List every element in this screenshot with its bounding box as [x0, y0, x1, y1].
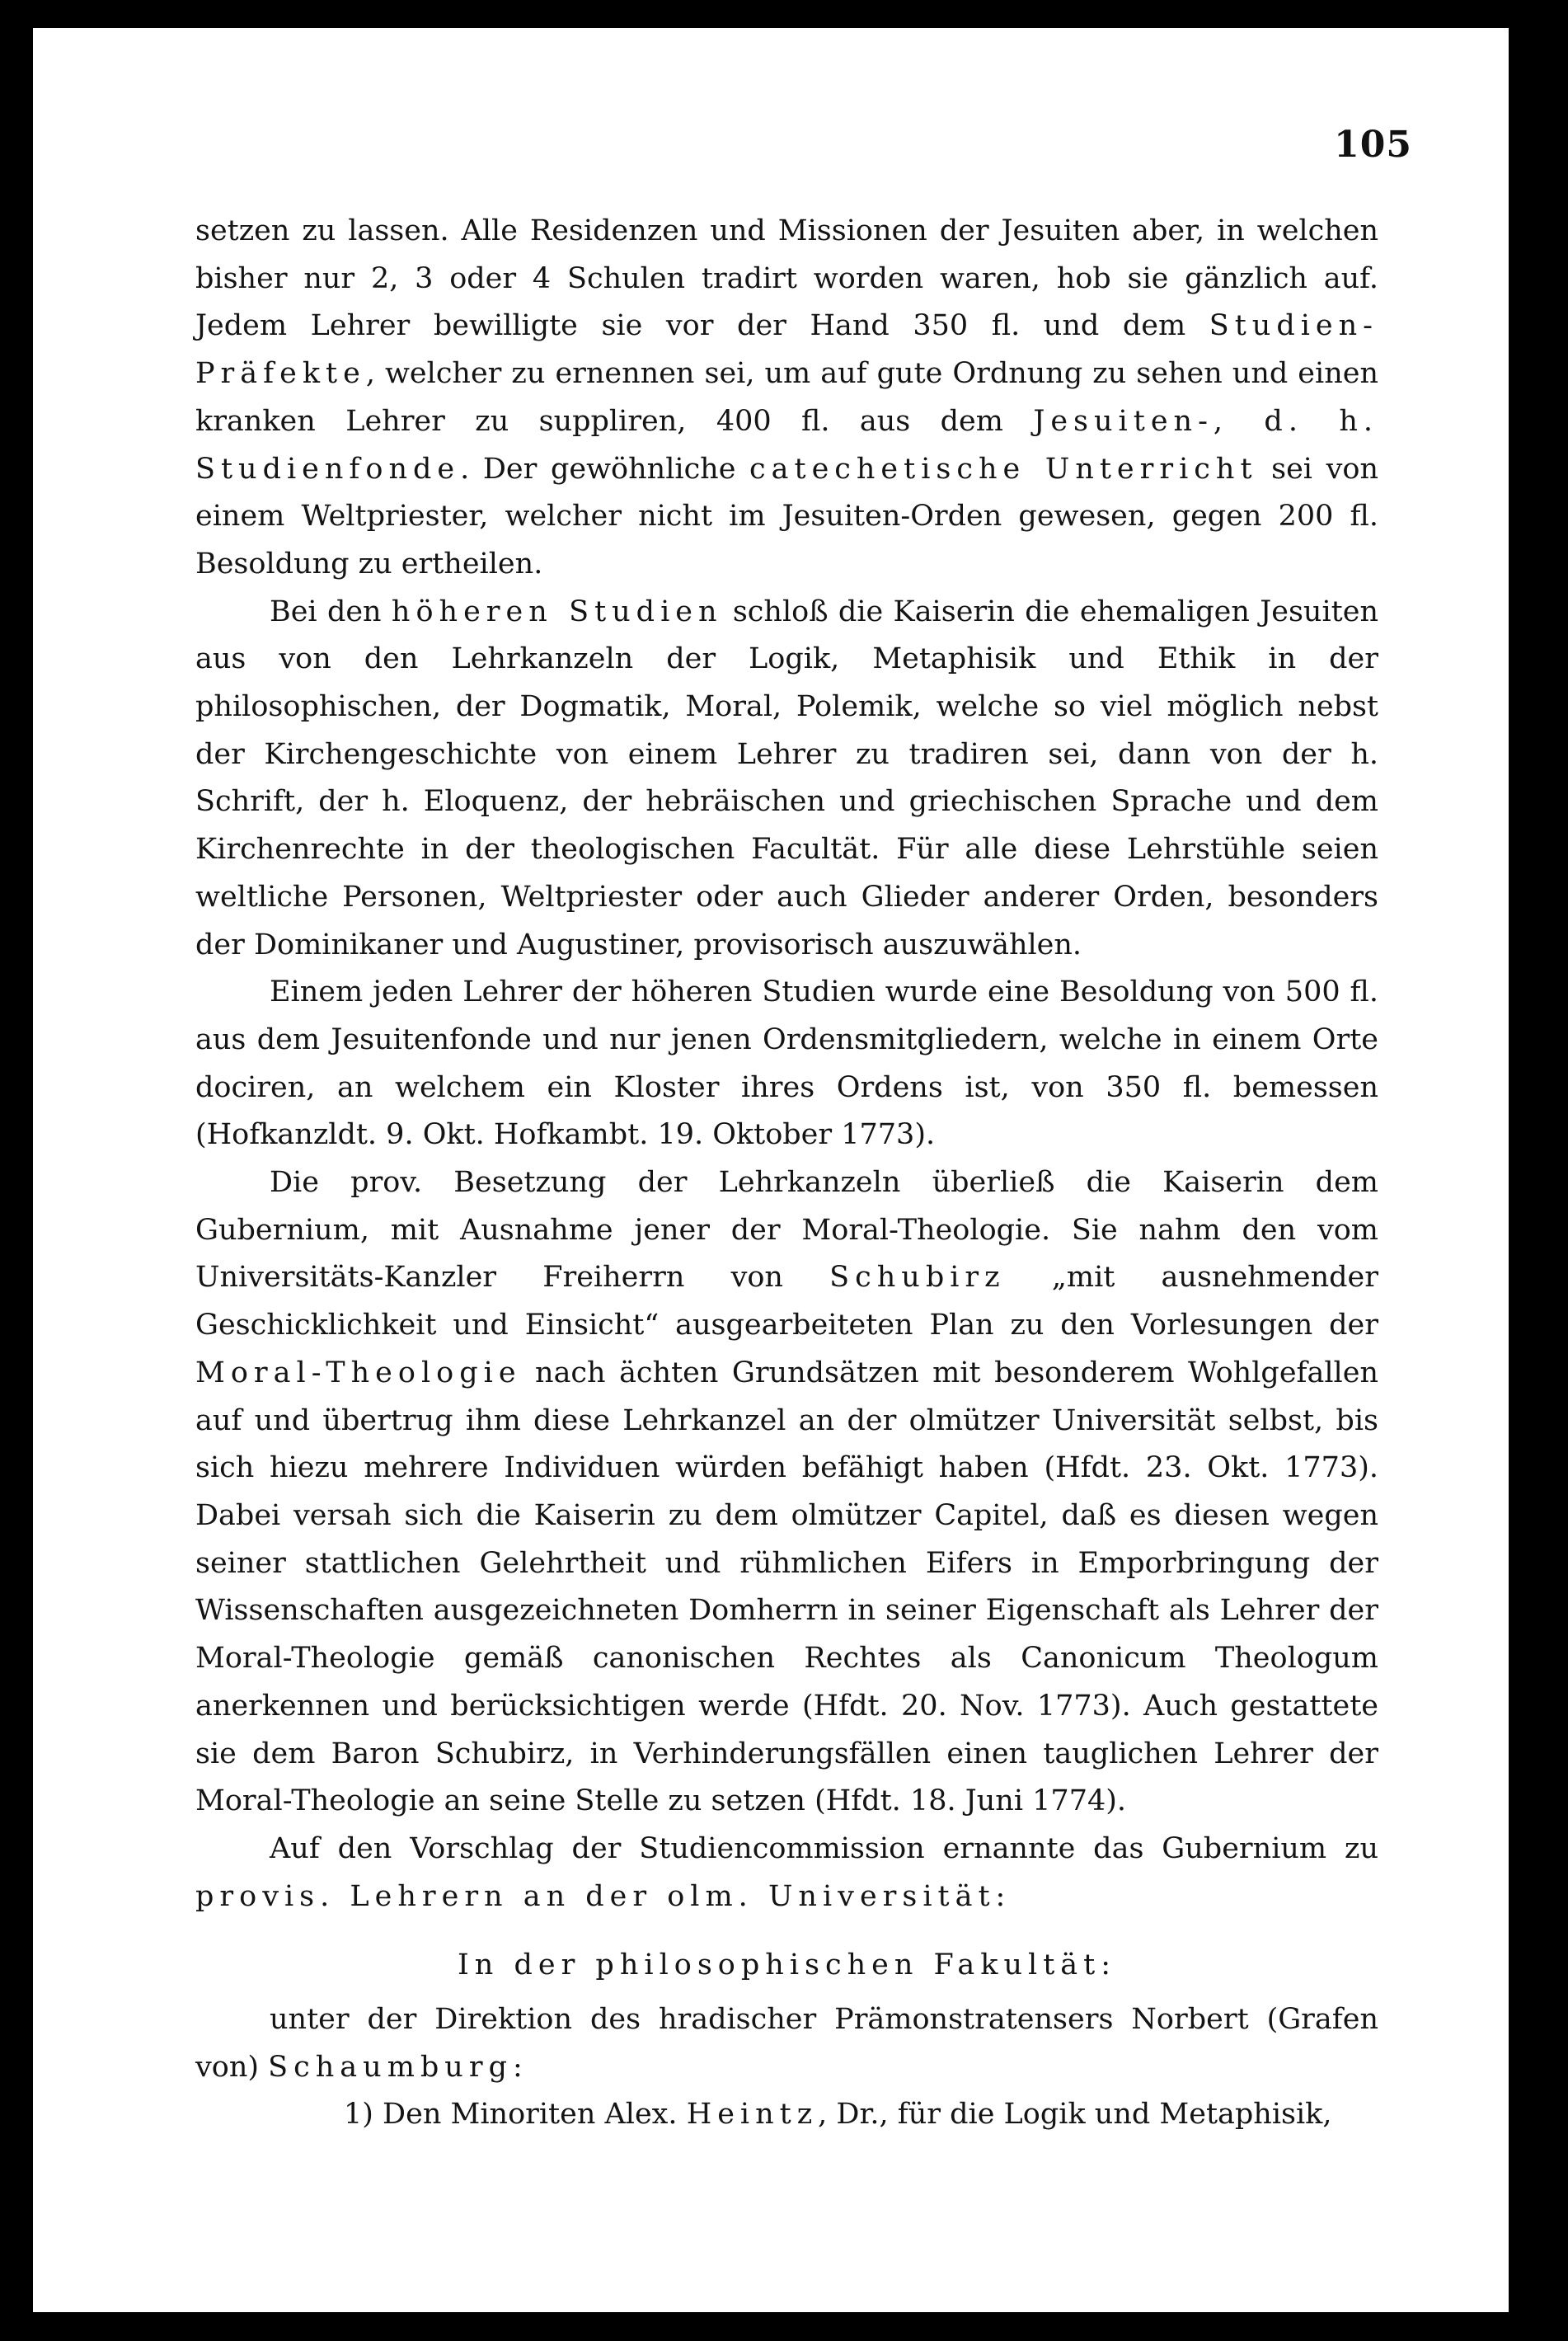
text-run: 1) Den Minoriten Alex.: [344, 2098, 687, 2132]
spaced-term: provis. Lehrern an der olm. Universität:: [195, 1879, 1012, 1913]
paragraph-moral-theology: [195, 1159, 1378, 1826]
spaced-term: Schaumburg:: [268, 2050, 528, 2084]
paragraph-higher-studies: [195, 589, 1378, 970]
spaced-term: Moral-Theologie: [195, 1356, 522, 1389]
paragraph-residences: [195, 208, 1378, 589]
section-intro: [195, 1996, 1378, 2091]
text-run: sei von einem Weltpriester, welcher nicht im Jesuiten-Orden gewesen, gegen 200 fl. Besoldung zu ertheilen.: [195, 452, 1378, 581]
paragraph-commission: [195, 1826, 1378, 1920]
spaced-term: Jesuiten-, d. h. Studienfonde: [195, 404, 1378, 486]
spaced-term: Heintz: [686, 2098, 819, 2132]
body-text: [195, 208, 1378, 2139]
paragraph-salary: Einem jeden Lehrer der höheren Studien wurde eine Besoldung von 500 fl. aus dem Jesuitenfonde und nur jenen Ordensmitgliedern, welche in einem Orte dociren, an welchem ein Kloster ihres Ordens ist, von 350 fl. bemessen (Hofkanzldt. 9. Okt. Hofkambt. 19. Oktober 1773).: [195, 975, 1378, 1152]
section-heading: In der philosophischen Fakultät:: [457, 1948, 1117, 1982]
text-run: „mit ausnehmender Geschicklichkeit und Einsicht“ ausgearbeiteten Plan zu den Vorlesungen der: [195, 1261, 1379, 1342]
text-run: Bei den: [270, 595, 392, 628]
spaced-term: Schubirz: [829, 1261, 1006, 1295]
text-run: . Der gewöhnliche: [460, 452, 750, 486]
spaced-term: Studien-Präfekte: [195, 309, 1378, 391]
text-run: setzen zu lassen. Alle Residenzen und Missionen der Jesuiten aber, in welchen bisher nur 2, 3 oder 4 Schulen tradirt worden waren, hob sie gänzlich auf. Jedem Lehrer bewilligte sie vor der Hand 350 fl. und dem: [195, 214, 1378, 343]
list-item: [195, 2091, 1378, 2139]
page-number: 105: [1334, 124, 1412, 166]
text-run: , welcher zu ernennen sei, um auf gute Ordnung zu sehen und einen kranken Lehrer zu suppliren, 400 fl. aus dem: [195, 357, 1378, 438]
book-page: [33, 28, 1509, 2312]
text-run: Auf den Vorschlag der Studiencommission ernannte das Gubernium zu: [270, 1831, 1378, 1865]
text-run: nach ächten Grundsätzen mit besonderem Wohlgefallen auf und übertrug ihm diese Lehrkanzel an der olmützer Universität selbst, bis sich hiezu mehrere Individuen würden befähigt haben (Hfdt. 23. Okt. 1773). Dabei versah sich die Kaiserin zu dem olmützer Capitel, daß es diesen wegen seiner stattlichen Gelehrtheit und rühmlichen Eifers in Emporbringung der Wissenschaften ausgezeichneten Domherrn in seiner Eigenschaft als Lehrer der Moral-Theologie gemäß canonischen Rechtes als Canonicum Theologum anerkennen und berücksichtigen werde (Hfdt. 20. Nov. 1773). Auch gestattete sie dem Baron Schubirz, in Verhinderungsfällen einen tauglichen Lehrer der Moral-Theologie an seine Stelle zu setzen (Hfdt. 18. Juni 1774).: [195, 1356, 1378, 1818]
text-run: schloß die Kaiserin die ehemaligen Jesuiten aus von den Lehrkanzeln der Logik, Metaphisik und Ethik in der philosophischen, der Dogmatik, Moral, Polemik, welche so viel möglich nebst der Kirchengeschichte von einem Lehrer zu tradiren sei, dann von der h. Schrift, der h. Eloquenz, der hebräischen und griechischen Sprache und dem Kirchenrechte in der theologischen Facultät. Für alle diese Lehrstühle seien weltliche Personen, Weltpriester oder auch Glieder anderer Orden, besonders der Dominikaner und Augustiner, provisorisch auszuwählen.: [195, 595, 1378, 961]
spaced-term: höheren Studien: [391, 595, 723, 628]
text-run: , Dr., für die Logik und Metaphisik,: [818, 2098, 1332, 2132]
spaced-term: catechetische Unterricht: [749, 452, 1258, 486]
text-run: Die prov. Besetzung der Lehrkanzeln überließ die Kaiserin dem Gubernium, mit Ausnahme jener der Moral-Theologie. Sie nahm den vom Universitäts-Kanzler Freiherrn von: [195, 1166, 1378, 1295]
text-run: unter der Direktion des hradischer Prämonstratensers Norbert (Grafen von): [195, 2003, 1378, 2084]
